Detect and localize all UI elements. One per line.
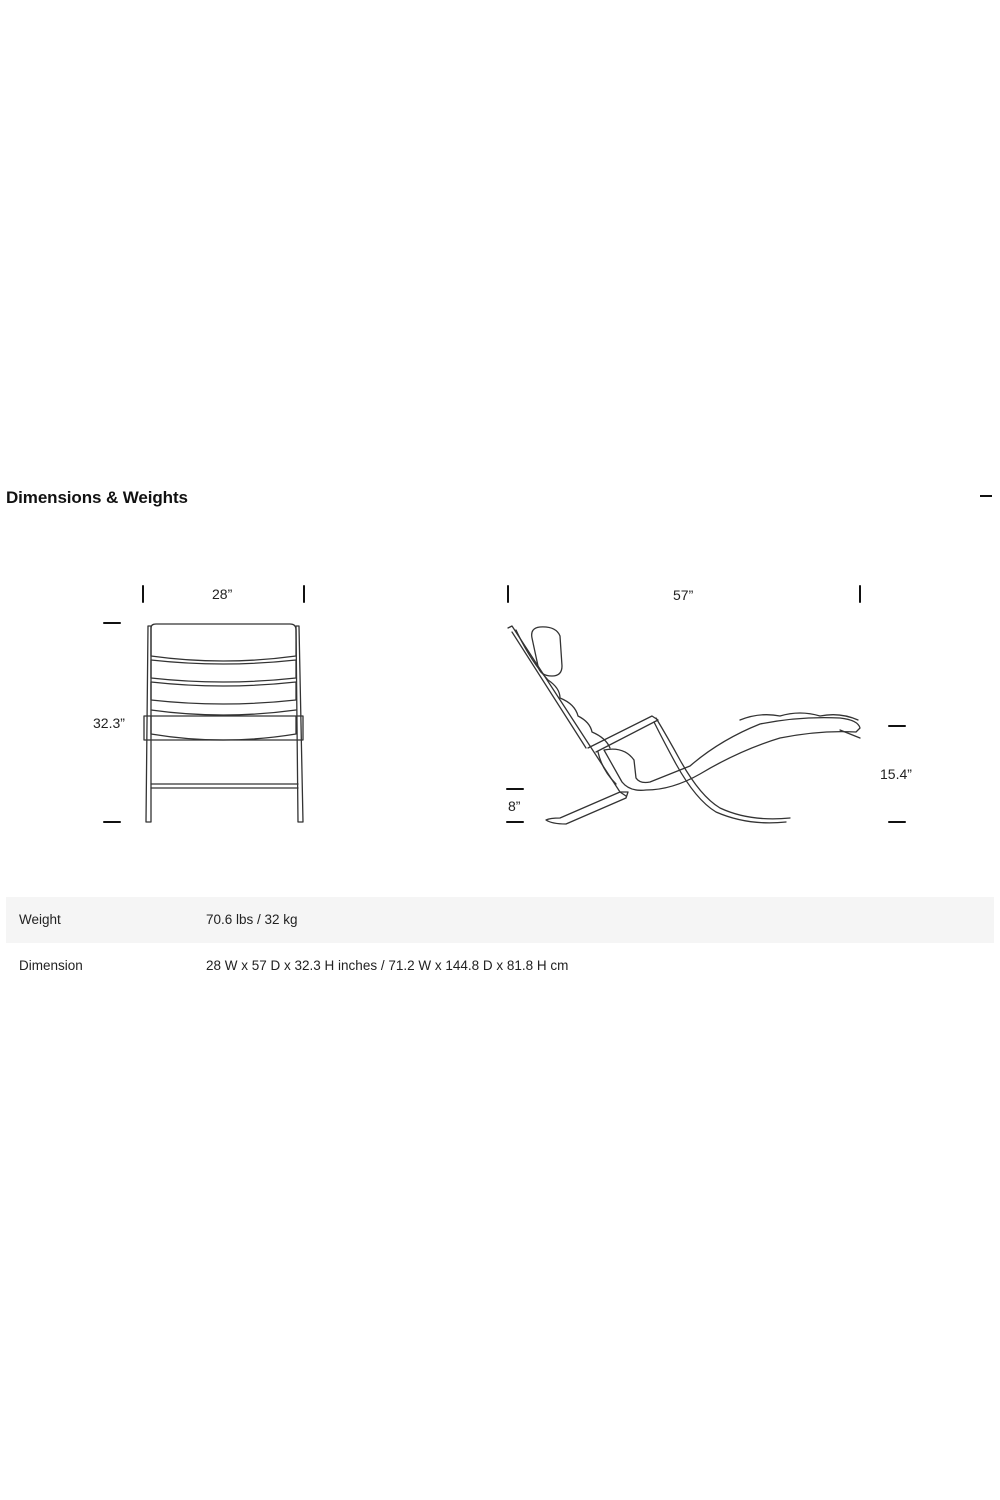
side-base-height-label: 8” <box>508 798 521 814</box>
front-width-label: 28” <box>212 586 233 602</box>
spec-value: 28 W x 57 D x 32.3 H inches / 71.2 W x 144.8 D x 81.8 H cm <box>206 958 569 973</box>
section-title: Dimensions & Weights <box>6 488 188 507</box>
spec-label: Dimension <box>19 958 83 973</box>
dimension-diagram <box>0 570 1000 850</box>
collapse-toggle-button[interactable] <box>976 484 996 508</box>
spec-row-weight <box>6 897 994 943</box>
front-height-label: 32.3” <box>93 715 125 731</box>
side-depth-label: 57” <box>673 587 694 603</box>
spec-value: 70.6 lbs / 32 kg <box>206 912 298 927</box>
spec-label: Weight <box>19 912 61 927</box>
chair-drawing <box>0 570 1000 850</box>
front-view-chair <box>104 586 304 822</box>
side-view-chair <box>507 586 905 824</box>
specs-table <box>6 897 994 989</box>
section-header <box>6 484 996 514</box>
side-seat-height-label: 15.4” <box>880 766 912 782</box>
minus-icon <box>980 495 992 497</box>
spec-row-dimension <box>6 943 994 989</box>
